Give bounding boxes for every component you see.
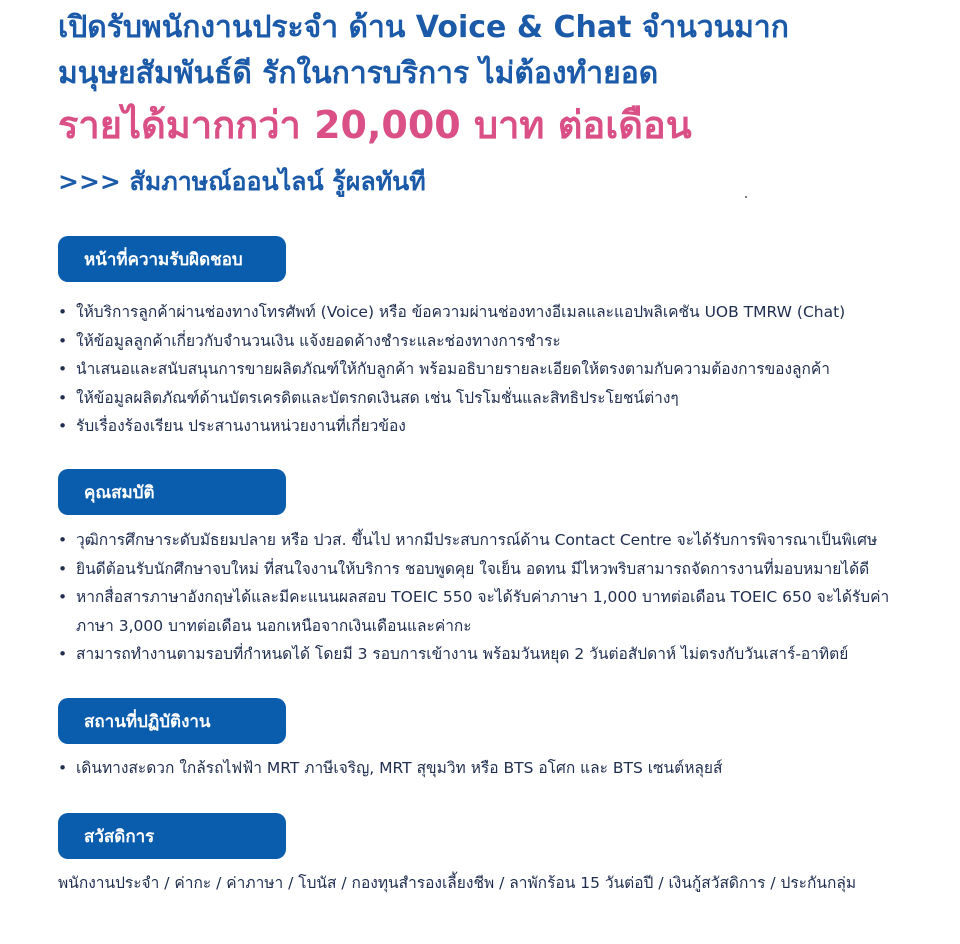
section-header-location [58, 698, 286, 744]
list-item: • สามารถทำงานตามรอบที่กำหนดได้ โดยมี 3 รอบการเข้างาน พร้อมวันหยุด 2 วันต่อสัปดาห์ ไม่ตรงกับวันเสาร์-อาทิตย์ [58, 640, 928, 669]
duties-list [58, 298, 928, 441]
list-item: • วุฒิการศึกษาระดับมัธยมปลาย หรือ ปวส. ขึ้นไป หากมีประสบการณ์ด้าน Contact Centre จะได้รับการพิจารณาเป็นพิเศษ [58, 526, 928, 555]
section-title-qualifications: คุณสมบัติ [84, 482, 155, 503]
list-item: • ให้บริการลูกค้าผ่านช่องทางโทรศัพท์ (Voice) หรือ ข้อความผ่านช่องทางอีเมลและแอปพลิเคชัน UOB TMRW (Chat) [58, 298, 928, 327]
list-item: • นำเสนอและสนับสนุนการขายผลิตภัณฑ์ให้กับลูกค้า พร้อมอธิบายรายละเอียดให้ตรงตามกับความต้องการของลูกค้า [58, 355, 928, 384]
list-item: • หากสื่อสารภาษาอังกฤษได้และมีคะแนนผลสอบ TOEIC 550 จะได้รับค่าภาษา 1,000 บาทต่อเดือน TOEIC 650 จะได้รับค่าภาษา 3,000 บาทต่อเดือน นอกเหนือจากเงินเดือนและค่ากะ [58, 583, 916, 640]
section-title-duties: หน้าที่ความรับผิดชอบ [84, 249, 243, 270]
interview-note: >>> สัมภาษณ์ออนไลน์ รู้ผลทันที [58, 167, 426, 196]
stray-dot [745, 196, 747, 198]
salary-headline: รายได้มากกว่า 20,000 บาท ต่อเดือน [58, 103, 692, 147]
section-header-qualifications [58, 469, 286, 515]
section-header-duties [58, 236, 286, 282]
list-item: • ให้ข้อมูลลูกค้าเกี่ยวกับจำนวนเงิน แจ้งยอดค้างชำระและช่องทางการชำระ [58, 327, 928, 356]
welfare-text: พนักงานประจำ / ค่ากะ / ค่าภาษา / โบนัส / กองทุนสำรองเลี้ยงชีพ / ลาพักร้อน 15 วันต่อปี / เงินกู้สวัสดิการ / ประกันกลุ่ม [58, 874, 857, 892]
qualifications-list [58, 526, 928, 669]
list-item: • ให้ข้อมูลผลิตภัณฑ์ด้านบัตรเครดิตและบัตรกดเงินสด เช่น โปรโมชั่นและสิทธิประโยชน์ต่างๆ [58, 384, 928, 413]
list-item: • ยินดีต้อนรับนักศึกษาจบใหม่ ที่สนใจงานให้บริการ ชอบพูดคุย ใจเย็น อดทน มีไหวพริบสามารถจัดการงานที่มอบหมายได้ดี [58, 555, 928, 584]
location-list [58, 754, 928, 783]
headline-line-2: มนุษยสัมพันธ์ดี รักในการบริการ ไม่ต้องทำยอด [58, 56, 659, 91]
section-title-location: สถานที่ปฏิบัติงาน [84, 711, 211, 732]
section-title-welfare: สวัสดิการ [84, 826, 155, 847]
headline-line-1: เปิดรับพนักงานประจำ ด้าน Voice & Chat จำนวนมาก [58, 10, 789, 45]
list-item: • รับเรื่องร้องเรียน ประสานงานหน่วยงานที่เกี่ยวข้อง [58, 412, 928, 441]
list-item: • เดินทางสะดวก ใกล้รถไฟฟ้า MRT ภาษีเจริญ, MRT สุขุมวิท หรือ BTS อโศก และ BTS เซนต์หลุยส์ [58, 754, 928, 783]
section-header-welfare [58, 813, 286, 859]
